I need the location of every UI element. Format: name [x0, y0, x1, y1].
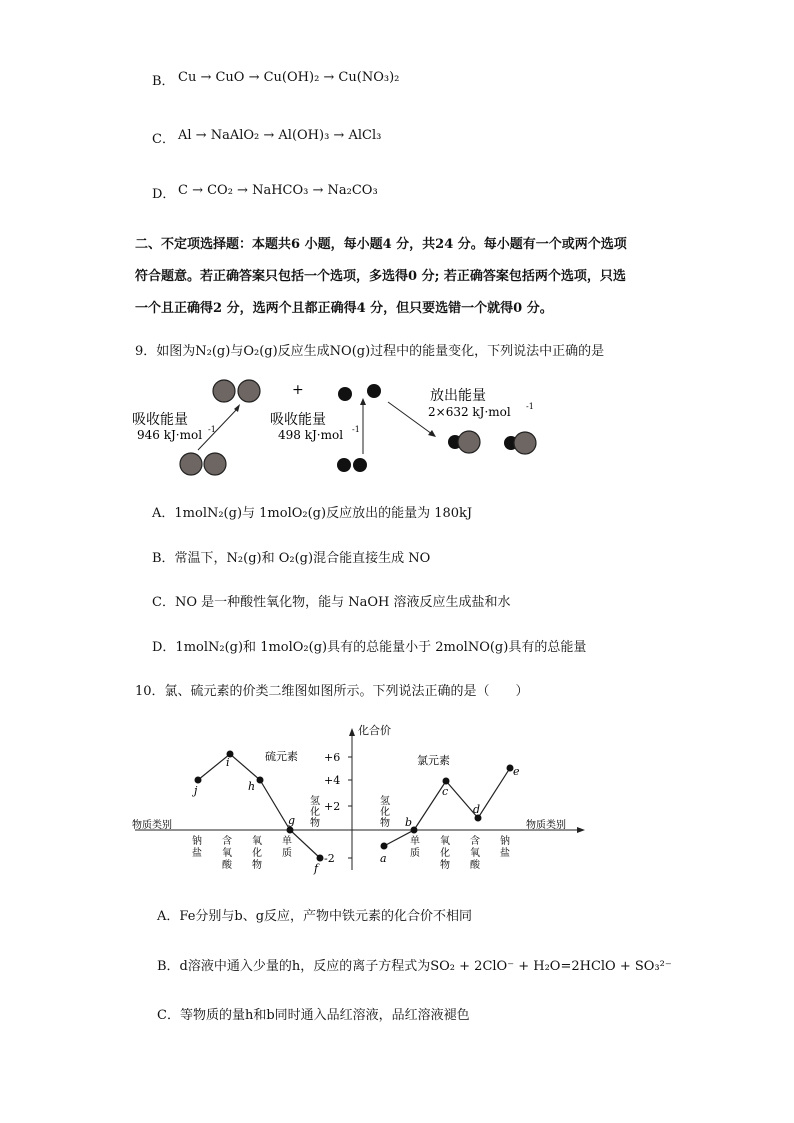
right-axis-label: 物质类别: [526, 820, 566, 831]
cat-right-element: 单质: [410, 836, 420, 859]
y-axis-title: 化合价: [358, 724, 391, 737]
q10-option-a: A．Fe分别与b、g反应，产物中铁元素的化合价不相同: [157, 909, 473, 924]
option-d-prev-text: C → CO₂ → NaHCO₃ → Na₂CO₃: [178, 183, 378, 198]
option-b-prev-text: Cu → CuO → Cu(OH)₂ → Cu(NO₃)₂: [178, 70, 400, 85]
y-tick-plus4: +4: [324, 774, 341, 787]
point-e: e: [513, 765, 520, 778]
q9-option-b: B．常温下，N₂(g)和 O₂(g)混合能直接生成 NO: [152, 551, 431, 566]
y-tick-plus6: +6: [324, 751, 341, 764]
plus-sign: +: [292, 382, 304, 398]
point-h: h: [248, 780, 256, 793]
chlorine-hydride-label: 氢化物: [380, 796, 390, 829]
cat-left-salt: 钠盐: [192, 836, 202, 859]
option-b-prev: B．: [152, 74, 175, 89]
point-b: b: [405, 816, 413, 829]
point-g: g: [288, 814, 296, 827]
sulfur-label: 硫元素: [265, 750, 298, 763]
cat-left-element: 单质: [282, 836, 292, 859]
release-exp: -1: [526, 402, 534, 411]
cat-left-oxide: 氧化物: [252, 836, 262, 871]
absorb1-value: 946 kJ·mol: [137, 428, 203, 442]
section2-line3: 一个且正确得2 分，选两个且都正确得4 分，但只要选错一个就得0 分。: [135, 301, 553, 316]
absorb2-exp: -1: [352, 425, 360, 434]
q10-option-b: B．d溶液中通入少量的h，反应的离子方程式为SO₂ + 2ClO⁻ + H₂O=2HClO + SO₃²⁻: [157, 959, 672, 974]
cat-right-acid: 含氧酸: [470, 836, 480, 871]
cat-right-oxide: 氧化物: [440, 836, 450, 871]
point-c: c: [442, 785, 449, 798]
q9-option-a: A．1molN₂(g)与 1molO₂(g)反应放出的能量为 180kJ: [152, 506, 473, 521]
absorb1-exp: -1: [208, 425, 216, 434]
q9-stem: 9．如图为N₂(g)与O₂(g)反应生成NO(g)过程中的能量变化，下列说法中正确的是: [135, 344, 605, 359]
y-tick-minus2: -2: [324, 852, 335, 865]
release-title: 放出能量: [430, 388, 486, 404]
option-d-prev: D．: [152, 187, 176, 202]
option-c-prev-text: Al → NaAlO₂ → Al(OH)₃ → AlCl₃: [178, 128, 382, 143]
cat-left-acid: 含氧酸: [222, 836, 232, 871]
point-d: d: [473, 803, 481, 816]
sulfur-hydride-label: 氢化物: [310, 796, 320, 829]
q9-energy-figure: [130, 372, 570, 482]
release-value: 2×632 kJ·mol: [428, 405, 511, 419]
point-j: j: [194, 784, 198, 797]
absorb1-title: 吸收能量: [132, 412, 188, 428]
cat-right-salt: 钠盐: [500, 836, 510, 859]
left-axis-label: 物质类别: [132, 820, 172, 831]
section2-line1: 二、不定项选择题：本题共6 小题，每小题4 分，共24 分。每小题有一个或两个选项: [135, 237, 627, 252]
point-f: f: [314, 862, 319, 875]
q10-valence-chart: [130, 720, 600, 880]
option-c-prev: C．: [152, 132, 175, 147]
absorb2-value: 498 kJ·mol: [278, 428, 344, 442]
point-a: a: [380, 852, 387, 865]
q10-option-c: C．等物质的量h和b同时通入品红溶液，品红溶液褪色: [157, 1008, 470, 1023]
q9-option-c: C．NO 是一种酸性氧化物，能与 NaOH 溶液反应生成盐和水: [152, 595, 511, 610]
q10-stem: 10．氯、硫元素的价类二维图如图所示。下列说法正确的是（ ）: [135, 684, 529, 699]
q9-option-d: D．1molN₂(g)和 1molO₂(g)具有的总能量小于 2molNO(g)具有的总能量: [152, 640, 587, 655]
section2-line2: 符合题意。若正确答案只包括一个选项，多选得0 分; 若正确答案包括两个选项，只选: [135, 269, 626, 284]
chlorine-label: 氯元素: [417, 754, 450, 767]
point-i: i: [226, 756, 230, 769]
y-tick-plus2: +2: [324, 800, 341, 813]
absorb2-title: 吸收能量: [270, 412, 326, 428]
